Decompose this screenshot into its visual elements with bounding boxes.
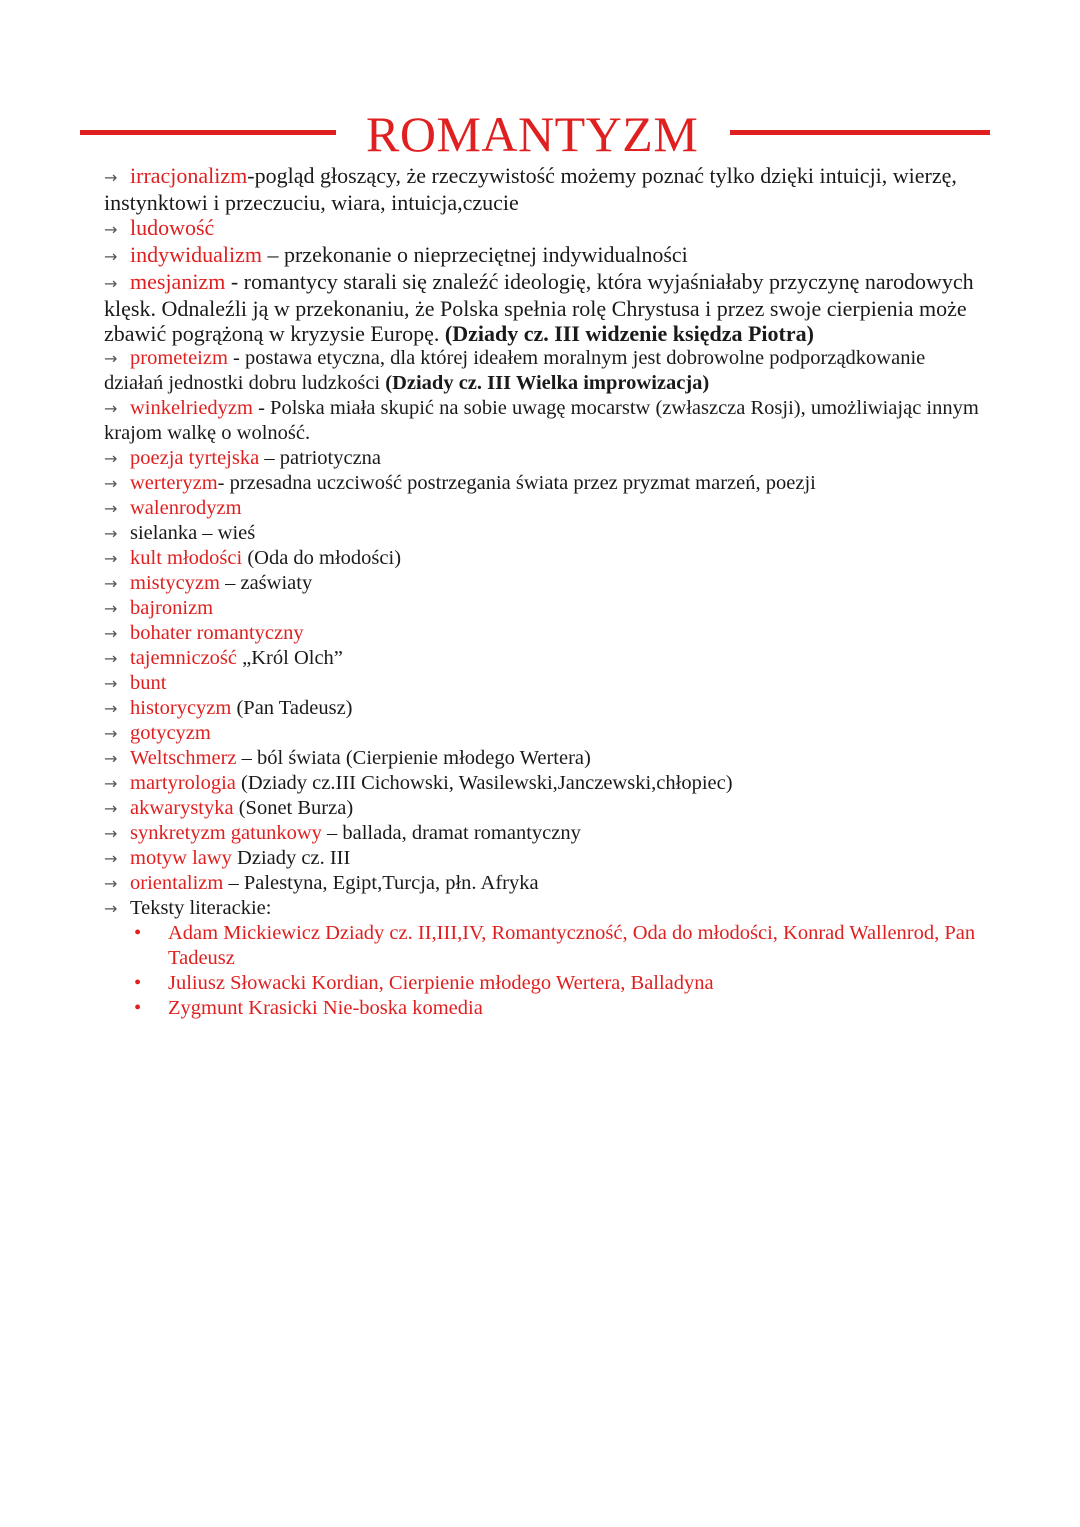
- title-rule-right: [730, 130, 990, 135]
- term-description: – ból świata (Cierpienie młodego Wertera): [236, 747, 591, 769]
- list-item: [104, 242, 984, 269]
- list-item: [104, 396, 984, 446]
- term-description: – zaświaty: [219, 572, 313, 594]
- item-text: Teksty literackie:: [130, 897, 272, 919]
- term-label: prometeizm: [130, 347, 228, 369]
- list-item: [104, 446, 984, 471]
- list-item: [104, 346, 984, 396]
- list-item: [104, 871, 984, 896]
- arrow-icon: →: [104, 449, 118, 468]
- arrow-icon: →: [104, 774, 118, 793]
- list-item: [104, 746, 984, 771]
- arrow-icon: →: [104, 274, 118, 293]
- arrow-icon: →: [104, 549, 118, 568]
- page-title: ROMANTYZM: [366, 106, 699, 162]
- arrow-icon: →: [104, 168, 118, 187]
- term-label: poezja tyrtejska: [130, 447, 260, 469]
- term-label: ludowość: [130, 215, 215, 240]
- term-description: (Oda do młodości): [242, 547, 402, 569]
- list-item: [104, 646, 984, 671]
- title-rule-left: [80, 130, 336, 135]
- term-label: orientalizm: [130, 872, 224, 894]
- list-item: [104, 215, 984, 242]
- term-description: Dziady cz. III: [231, 847, 351, 869]
- arrow-icon: →: [104, 624, 118, 643]
- bullet-icon: •: [134, 972, 142, 994]
- term-description: „Król Olch”: [237, 647, 343, 669]
- list-item: [104, 269, 984, 346]
- term-label: kult młodości: [130, 547, 243, 569]
- literary-text: Adam Mickiewicz Dziady cz. II,III,IV, Romantyczność, Oda do młodości, Konrad Wallenrod, Pan Tadeusz: [168, 922, 976, 969]
- bullet-icon: •: [134, 922, 142, 944]
- list-item: [104, 821, 984, 846]
- literary-texts-list: [104, 921, 984, 1021]
- arrow-icon: →: [104, 474, 118, 493]
- term-description: – ballada, dramat romantyczny: [321, 822, 581, 844]
- arrow-icon: →: [104, 399, 118, 418]
- list-item: [104, 546, 984, 571]
- list-item: [104, 471, 984, 496]
- arrow-icon: →: [104, 220, 118, 239]
- arrow-icon: →: [104, 649, 118, 668]
- list-item: [104, 163, 984, 215]
- arrow-icon: →: [104, 849, 118, 868]
- arrow-icon: →: [104, 899, 118, 918]
- list-item: [104, 596, 984, 621]
- term-description: - postawa etyczna, dla której ideałem moralnym jest dobrowolne podporządkowanie działań jednostki dobru ludzkości: [104, 347, 926, 394]
- arrow-icon: →: [104, 874, 118, 893]
- list-item: [104, 796, 984, 821]
- notes-list: [104, 163, 984, 1021]
- title-row: [80, 104, 990, 164]
- arrow-icon: →: [104, 724, 118, 743]
- list-item: [104, 721, 984, 746]
- term-description: - romantycy starali się znaleźć ideologię, która wyjaśniałaby przyczynę narodowych klęsk. Odnaleźli ją w przekonaniu, że Polska spełnia rolę Chrystusa i przez swoje cierpienia może zbawić pogrążoną w kryzysie Europę.: [104, 269, 974, 346]
- term-label: Weltschmerz: [130, 747, 237, 769]
- arrow-icon: →: [104, 247, 118, 266]
- term-label: motyw lawy: [130, 847, 232, 869]
- term-label: mesjanizm: [130, 269, 226, 294]
- term-label: akwarystyka: [130, 797, 234, 819]
- literary-text: Zygmunt Krasicki Nie-boska komedia: [168, 997, 483, 1019]
- list-item: [104, 771, 984, 796]
- term-description: (Dziady cz.III Cichowski, Wasilewski,Janczewski,chłopiec): [235, 772, 733, 794]
- arrow-icon: →: [104, 499, 118, 518]
- term-label: werteryzm: [130, 472, 218, 494]
- arrow-icon: →: [104, 599, 118, 618]
- literary-text-item: [104, 921, 984, 971]
- list-item: [104, 846, 984, 871]
- arrow-icon: →: [104, 674, 118, 693]
- term-label: gotycyzm: [130, 722, 211, 744]
- literary-text-item: [104, 971, 984, 996]
- term-label: historycyzm: [130, 697, 232, 719]
- term-description: - przesadna uczciwość postrzegania świata przez pryzmat marzeń, poezji: [217, 472, 816, 494]
- term-label: martyrologia: [130, 772, 236, 794]
- work-reference: (Dziady cz. III Wielka improwizacja): [385, 372, 710, 394]
- term-description: – Palestyna, Egipt,Turcja, płn. Afryka: [223, 872, 539, 894]
- arrow-icon: →: [104, 574, 118, 593]
- literary-text: Juliusz Słowacki Kordian, Cierpienie młodego Wertera, Balladyna: [168, 972, 714, 994]
- arrow-icon: →: [104, 524, 118, 543]
- arrow-icon: →: [104, 749, 118, 768]
- arrow-icon: →: [104, 349, 118, 368]
- list-item: [104, 696, 984, 721]
- term-label: winkelriedyzm: [130, 397, 253, 419]
- term-label: mistycyzm: [130, 572, 220, 594]
- term-description: (Sonet Burza): [233, 797, 354, 819]
- term-description: - Polska miała skupić na sobie uwagę mocarstw (zwłaszcza Rosji), umożliwiając innym krajom walkę o wolność.: [104, 397, 979, 444]
- literary-text-item: [104, 996, 984, 1021]
- work-reference: (Dziady cz. III widzenie księdza Piotra): [444, 321, 814, 346]
- term-label: indywidualizm: [130, 242, 262, 267]
- term-label: irracjonalizm: [130, 163, 248, 188]
- arrow-icon: →: [104, 824, 118, 843]
- item-text: sielanka – wieś: [130, 522, 256, 544]
- term-description: -pogląd głoszący, że rzeczywistość możemy poznać tylko dzięki intuicji, wierzę, instynktowi i przeczuciu, wiara, intuicja,czucie: [104, 163, 957, 215]
- list-item: [104, 896, 984, 921]
- term-label: walenrodyzm: [130, 497, 242, 519]
- arrow-icon: →: [104, 799, 118, 818]
- term-label: bohater romantyczny: [130, 622, 304, 644]
- term-description: – patriotyczna: [259, 447, 382, 469]
- bullet-icon: •: [134, 997, 142, 1019]
- list-item: [104, 496, 984, 521]
- list-item: [104, 571, 984, 596]
- term-label: tajemniczość: [130, 647, 238, 669]
- term-label: bunt: [130, 672, 167, 694]
- term-description: – przekonanie o nieprzeciętnej indywidualności: [261, 242, 688, 267]
- term-label: bajronizm: [130, 597, 214, 619]
- term-label: synkretyzm gatunkowy: [130, 822, 322, 844]
- arrow-icon: →: [104, 699, 118, 718]
- list-item: [104, 671, 984, 696]
- term-description: (Pan Tadeusz): [231, 697, 353, 719]
- list-item: [104, 621, 984, 646]
- list-item: [104, 521, 984, 546]
